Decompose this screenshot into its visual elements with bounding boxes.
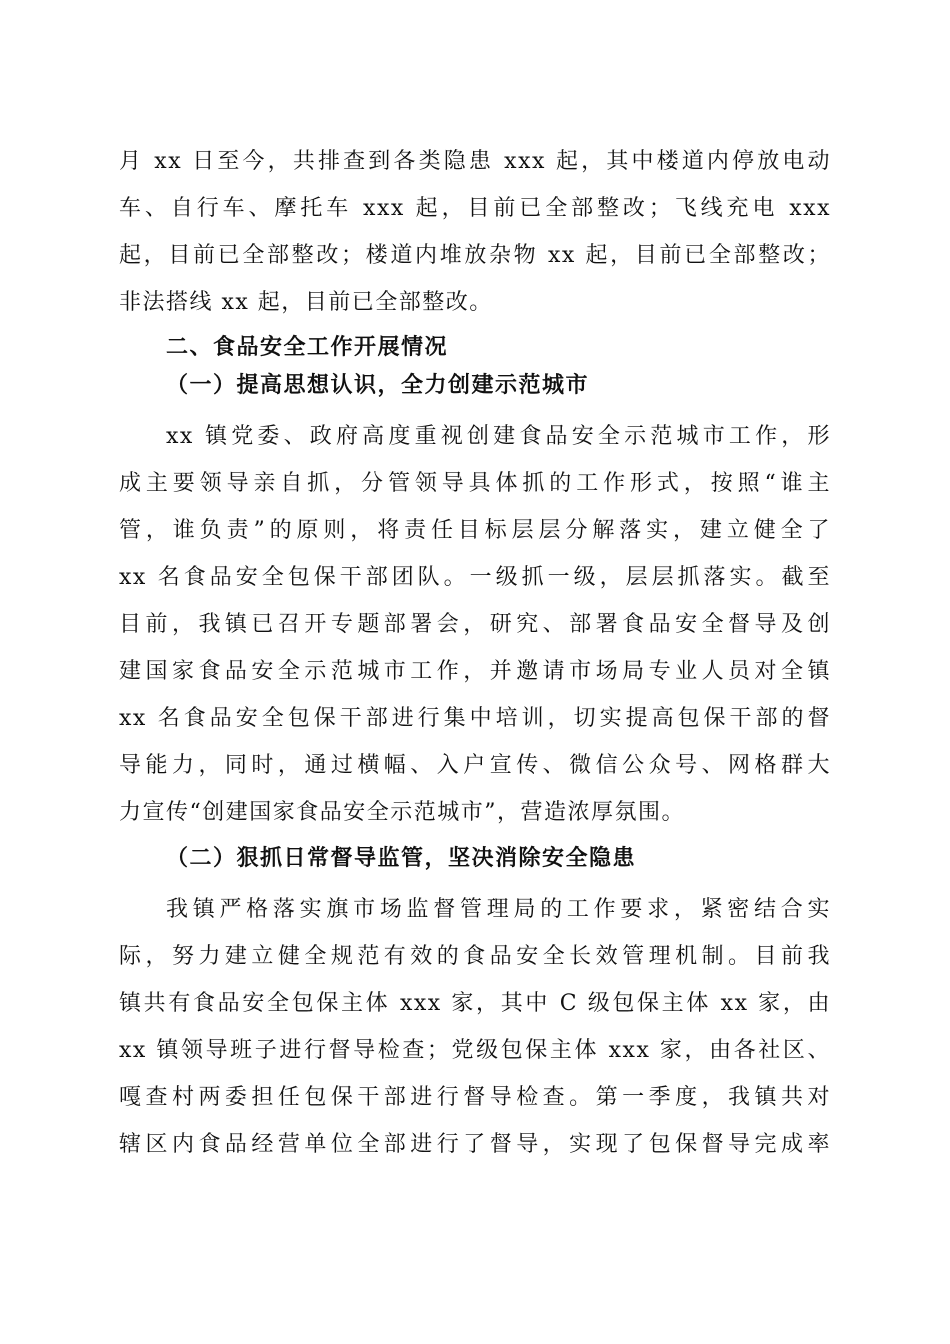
text-line: 车、自行车、摩托车 xxx 起，目前已全部整改；飞线充电 xxx — [119, 196, 831, 221]
text-line: 镇共有食品安全包保主体 xxx 家，其中 C 级包保主体 xx 家，由 — [119, 991, 831, 1016]
text-line: 建国家食品安全示范城市工作，并邀请市场局专业人员对全镇 — [119, 659, 831, 684]
text-line: 导能力，同时，通过横幅、入户宣传、微信公众号、网格群大 — [119, 753, 831, 778]
text-line: 成主要领导亲自抓，分管领导具体抓的工作形式，按照“谁主 — [119, 471, 831, 496]
text-line: 力宣传“创建国家食品安全示范城市”，营造浓厚氛围。 — [119, 800, 685, 825]
subsection-1-paragraph — [119, 413, 831, 836]
text-line: 目前，我镇已召开专题部署会，研究、部署食品安全督导及创 — [119, 612, 831, 637]
intro-paragraph — [119, 138, 831, 326]
text-line: xx 名食品安全包保干部团队。一级抓一级，层层抓落实。截至 — [119, 565, 831, 590]
text-line: xx 名食品安全包保干部进行集中培训，切实提高包保干部的督 — [119, 706, 831, 731]
text-line: xx 镇党委、政府高度重视创建食品安全示范城市工作，形 — [166, 424, 831, 449]
document-body — [119, 138, 831, 1168]
text-line: 起，目前已全部整改；楼道内堆放杂物 xx 起，目前已全部整改； — [119, 243, 831, 268]
subsection-2-paragraph — [119, 886, 831, 1168]
section-heading: 二、食品安全工作开展情况 — [166, 335, 449, 360]
text-line: 际，努力建立健全规范有效的食品安全长效管理机制。目前我 — [119, 944, 831, 969]
subsection-2-title: （二）狠抓日常督导监管，坚决消除安全隐患 — [166, 845, 637, 871]
text-line: 我镇严格落实旗市场监督管理局的工作要求，紧密结合实 — [166, 897, 831, 922]
text-line: xx 镇领导班子进行督导检查；党级包保主体 xxx 家，由各社区、 — [119, 1038, 831, 1063]
subsection-1-title: （一）提高思想认识，全力创建示范城市 — [166, 372, 590, 398]
text-line: 月 xx 日至今，共排查到各类隐患 xxx 起，其中楼道内停放电动 — [119, 149, 831, 174]
text-line: 非法搭线 xx 起，目前已全部整改。 — [119, 290, 493, 315]
text-line: 管，谁负责”的原则，将责任目标层层分解落实，建立健全了 — [119, 518, 831, 543]
text-line: 嘎查村两委担任包保干部进行督导检查。第一季度，我镇共对 — [119, 1085, 831, 1110]
text-line: 辖区内食品经营单位全部进行了督导，实现了包保督导完成率 — [119, 1132, 831, 1157]
